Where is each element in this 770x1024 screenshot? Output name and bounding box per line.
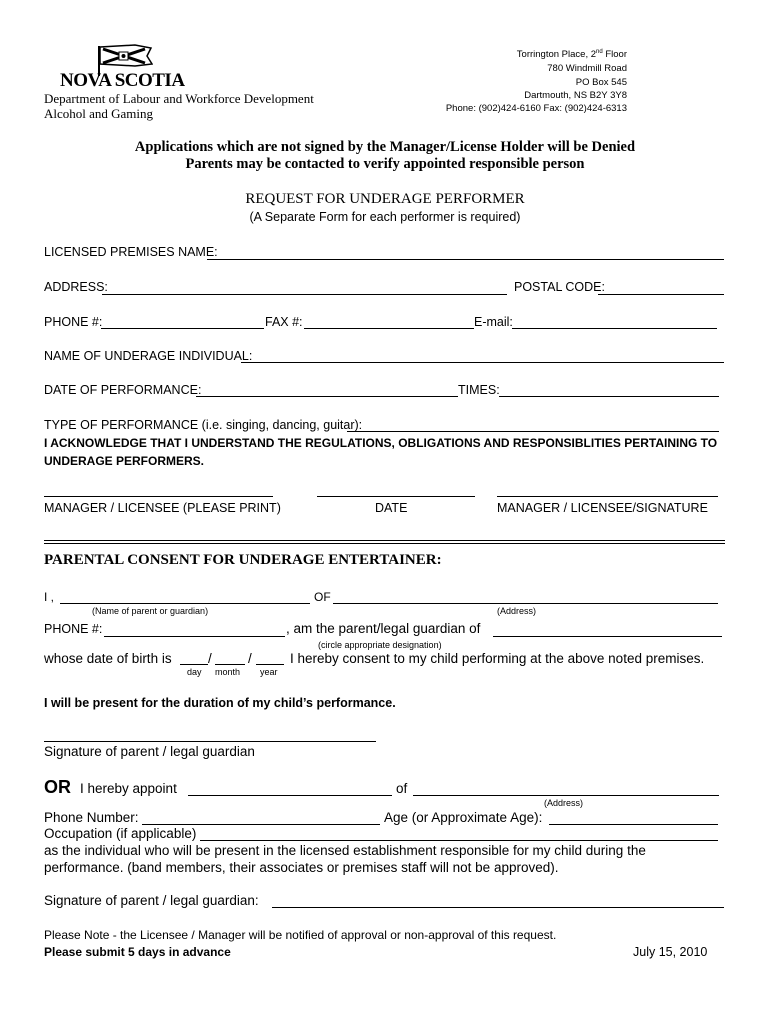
section-divider-thin bbox=[44, 543, 725, 544]
date-of-performance-field[interactable] bbox=[196, 396, 458, 397]
parent-address-field[interactable] bbox=[333, 603, 718, 604]
email-field[interactable] bbox=[512, 328, 717, 329]
appointee-occupation-label: Occupation (if applicable) bbox=[44, 826, 197, 841]
parent-of-label: OF bbox=[314, 590, 331, 604]
parent-address-caption: (Address) bbox=[497, 606, 537, 616]
logo-wordmark: NOVA SCOTIA bbox=[60, 70, 185, 91]
appointee-of-label: of bbox=[396, 781, 408, 796]
circle-designation-caption: (circle appropriate designation) bbox=[318, 640, 442, 650]
appointee-statement-line2: performance. (band members, their associates or premises staff will not be approved). bbox=[44, 860, 559, 875]
postal-code-field[interactable] bbox=[598, 294, 724, 295]
office-address-line3: PO Box 545 bbox=[575, 77, 627, 88]
dob-slash-1: / bbox=[208, 651, 212, 666]
guardian-of-label: , am the parent/legal guardian of bbox=[286, 621, 481, 636]
acknowledgement-line1: I ACKNOWLEDGE THAT I UNDERSTAND THE REGULATIONS, OBLIGATIONS AND RESPONSIBLITIES PERTAINING TO bbox=[44, 436, 718, 450]
notice-line1: Applications which are not signed by the Manager/License Holder will be Denied bbox=[134, 139, 636, 155]
department-name: Department of Labour and Workforce Development bbox=[44, 91, 314, 106]
email-label: E-mail: bbox=[474, 315, 513, 329]
appointee-phone-field[interactable] bbox=[142, 824, 380, 825]
times-label: TIMES: bbox=[458, 383, 500, 397]
fax-field[interactable] bbox=[304, 328, 474, 329]
section-divider bbox=[44, 540, 725, 541]
parent-signature-label: Signature of parent / legal guardian bbox=[44, 744, 255, 759]
footer-submit-notice: Please submit 5 days in advance bbox=[44, 945, 231, 959]
acknowledgement-line2: UNDERAGE PERFORMERS. bbox=[44, 454, 205, 468]
premises-name-label: LICENSED PREMISES NAME: bbox=[44, 245, 218, 259]
parent-phone-label: PHONE #: bbox=[44, 622, 103, 636]
date-label: DATE bbox=[375, 501, 408, 515]
appoint-signature-field[interactable] bbox=[272, 907, 724, 908]
postal-code-label: POSTAL CODE: bbox=[514, 280, 605, 294]
appointee-occupation-field[interactable] bbox=[200, 840, 718, 841]
underage-name-field[interactable] bbox=[241, 362, 724, 363]
parent-i-label: I , bbox=[44, 590, 55, 604]
underage-name-label: NAME OF UNDERAGE INDIVIDUAL: bbox=[44, 349, 253, 363]
date-of-performance-label: DATE OF PERFORMANCE: bbox=[44, 383, 202, 397]
presence-statement: I will be present for the duration of my child’s performance. bbox=[44, 696, 396, 710]
times-field[interactable] bbox=[499, 396, 719, 397]
form-title: REQUEST FOR UNDERAGE PERFORMER bbox=[245, 191, 525, 207]
dob-slash-2: / bbox=[248, 651, 252, 666]
dob-month-field[interactable] bbox=[215, 664, 245, 665]
phone-label: PHONE #: bbox=[44, 315, 103, 329]
parent-name-field[interactable] bbox=[60, 603, 310, 604]
footer-note: Please Note - the Licensee / Manager will be notified of approval or non-approval of this request. bbox=[44, 928, 557, 942]
manager-date-field[interactable] bbox=[317, 496, 475, 497]
appointee-age-field[interactable] bbox=[549, 824, 718, 825]
address-label: ADDRESS: bbox=[44, 280, 108, 294]
phone-field[interactable] bbox=[101, 328, 264, 329]
appoint-label: I hereby appoint bbox=[80, 781, 177, 796]
consent-text: I hereby consent to my child performing at the above noted premises. bbox=[290, 651, 705, 666]
parent-signature-field[interactable] bbox=[44, 741, 376, 742]
child-name-field[interactable] bbox=[493, 636, 722, 637]
fax-label: FAX #: bbox=[265, 315, 303, 329]
appointee-age-label: Age (or Approximate Age): bbox=[384, 810, 543, 825]
dob-day-field[interactable] bbox=[180, 664, 208, 665]
appointee-address-caption: (Address) bbox=[544, 798, 584, 808]
premises-name-field[interactable] bbox=[207, 259, 724, 260]
or-label: OR bbox=[44, 777, 71, 797]
office-phone-fax: Phone: (902)424-6160 Fax: (902)424-6313 bbox=[445, 103, 627, 114]
dob-year-field[interactable] bbox=[256, 664, 284, 665]
footer-revision-date: July 15, 2010 bbox=[633, 945, 708, 959]
dob-label: whose date of birth is bbox=[44, 651, 172, 666]
type-of-performance-field[interactable] bbox=[347, 431, 719, 432]
division-name: Alcohol and Gaming bbox=[44, 106, 154, 121]
notice-line2: Parents may be contacted to verify appointed responsible person bbox=[185, 156, 585, 172]
dob-day-caption: day bbox=[187, 667, 202, 677]
form-subtitle: (A Separate Form for each performer is required) bbox=[249, 210, 521, 224]
office-address-line2: 780 Windmill Road bbox=[547, 63, 627, 74]
dob-year-caption: year bbox=[260, 667, 278, 677]
manager-print-label: MANAGER / LICENSEE (PLEASE PRINT) bbox=[44, 501, 281, 515]
manager-print-field[interactable] bbox=[44, 496, 273, 497]
appoint-signature-label: Signature of parent / legal guardian: bbox=[44, 893, 259, 908]
dob-month-caption: month bbox=[215, 667, 241, 677]
address-field[interactable] bbox=[102, 294, 507, 295]
parental-consent-heading: PARENTAL CONSENT FOR UNDERAGE ENTERTAINER: bbox=[44, 552, 442, 568]
manager-signature-label: MANAGER / LICENSEE/SIGNATURE bbox=[497, 501, 708, 515]
office-address-line4: Dartmouth, NS B2Y 3Y8 bbox=[524, 90, 627, 101]
manager-signature-field[interactable] bbox=[497, 496, 718, 497]
parent-phone-field[interactable] bbox=[104, 636, 285, 637]
appointee-name-field[interactable] bbox=[188, 795, 392, 796]
appointee-phone-label: Phone Number: bbox=[44, 810, 139, 825]
appointee-address-field[interactable] bbox=[413, 795, 719, 796]
parent-name-caption: (Name of parent or guardian) bbox=[92, 606, 209, 616]
type-of-performance-label: TYPE OF PERFORMANCE (i.e. singing, dancing, guitar): bbox=[44, 418, 363, 432]
appointee-statement-line1: as the individual who will be present in the licensed establishment responsible for my child during the bbox=[44, 843, 646, 858]
office-address-line1: Torrington Place, 2nd Floor bbox=[516, 49, 627, 61]
